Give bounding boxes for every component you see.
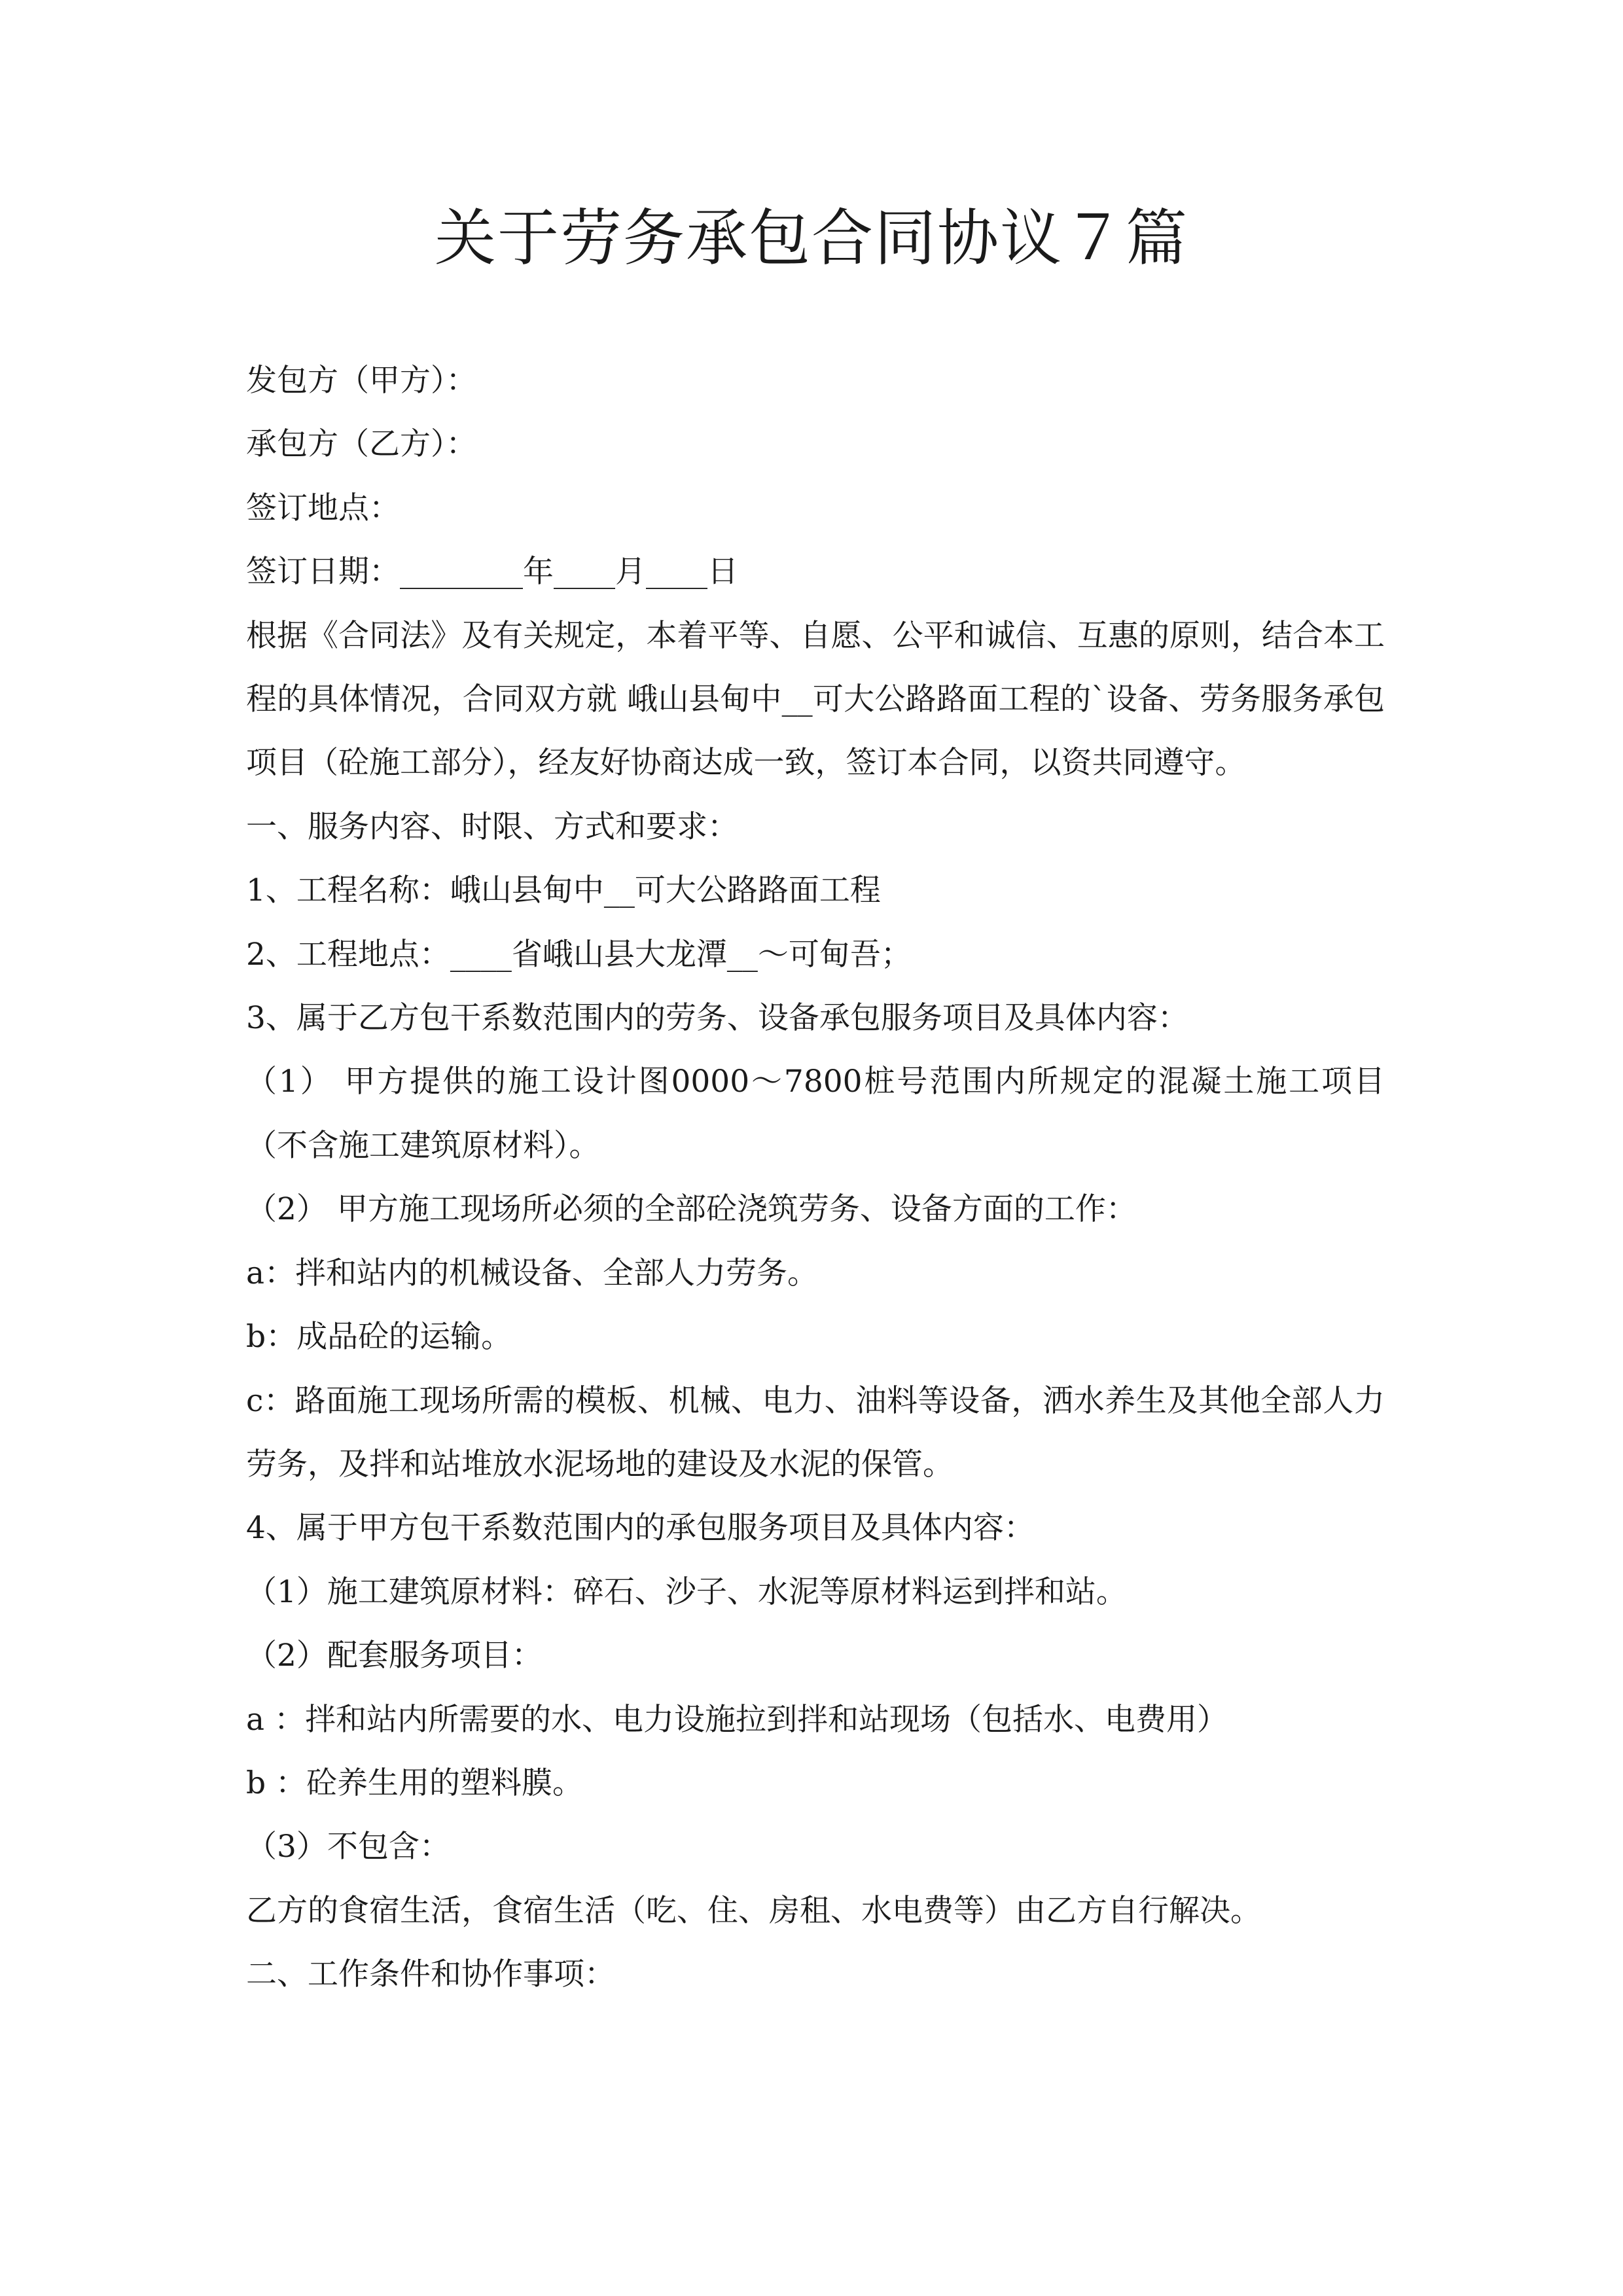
clause-item: 2、工程地点：____省峨山县大龙潭__～可甸吾； <box>246 936 912 973</box>
document-body <box>246 349 1385 2007</box>
clause-subitem: （1） 甲方提供的施工设计图0000～7800桩号范围内所规定的混凝土施工项目（不含施工建筑原材料）。 <box>246 1064 1385 1164</box>
clause-subitem: （2） 甲方施工现场所必须的全部砼浇筑劳务、设备方面的工作： <box>246 1191 1137 1228</box>
section-heading: 二、工作条件和协作事项： <box>246 1956 615 1993</box>
clause-subitem: b ：砼养生用的塑料膜。 <box>246 1765 584 1801</box>
clause-subitem: 乙方的食宿生活，食宿生活（吃、住、房租、水电费等）由乙方自行解决。 <box>246 1892 1261 1929</box>
section-heading: 一、服务内容、时限、方式和要求： <box>246 808 738 845</box>
clause-subitem: （3）不包含： <box>246 1829 450 1865</box>
clause-subitem: b：成品砼的运输。 <box>246 1319 512 1355</box>
clause-subitem: （2）配套服务项目： <box>246 1638 543 1674</box>
party-a-line: 发包方（甲方）： <box>246 363 477 399</box>
clause-subitem: c：路面施工现场所需的模板、机械、电力、油料等设备，洒水养生及其他全部人力劳务，及拌和站堆放水泥场地的建设及水泥的保管。 <box>246 1382 1385 1482</box>
clause-item: 3、属于乙方包干系数范围内的劳务、设备承包服务项目及具体内容： <box>246 1000 1188 1037</box>
signing-place-line: 签订地点： <box>246 490 400 526</box>
preamble-paragraph: 根据《合同法》及有关规定，本着平等、自愿、公平和诚信、互惠的原则，结合本工程的具体情况，合同双方就 峨山县甸中__可大公路路面工程的`设备、劳务服务承包项目（砼施工部分），经友好协商达成一致，签订本合同，以资共同遵守。 <box>246 617 1385 781</box>
clause-item: 1、工程名称：峨山县甸中__可大公路路面工程 <box>246 872 881 909</box>
party-b-line: 承包方（乙方）： <box>246 426 477 463</box>
signing-date-line: 签订日期：________年____月____日 <box>246 554 738 590</box>
clause-subitem: a：拌和站内的机械设备、全部人力劳务。 <box>246 1255 819 1291</box>
clause-subitem: （1）施工建筑原材料：碎石、沙子、水泥等原材料运到拌和站。 <box>246 1573 1127 1610</box>
clause-item: 4、属于甲方包干系数范围内的承包服务项目及具体内容： <box>246 1510 1035 1547</box>
document-title: 关于劳务承包合同协议７篇 <box>434 203 1188 274</box>
clause-subitem: a ：拌和站内所需要的水、电力设施拉到拌和站现场（包括水、电费用） <box>246 1701 1228 1738</box>
